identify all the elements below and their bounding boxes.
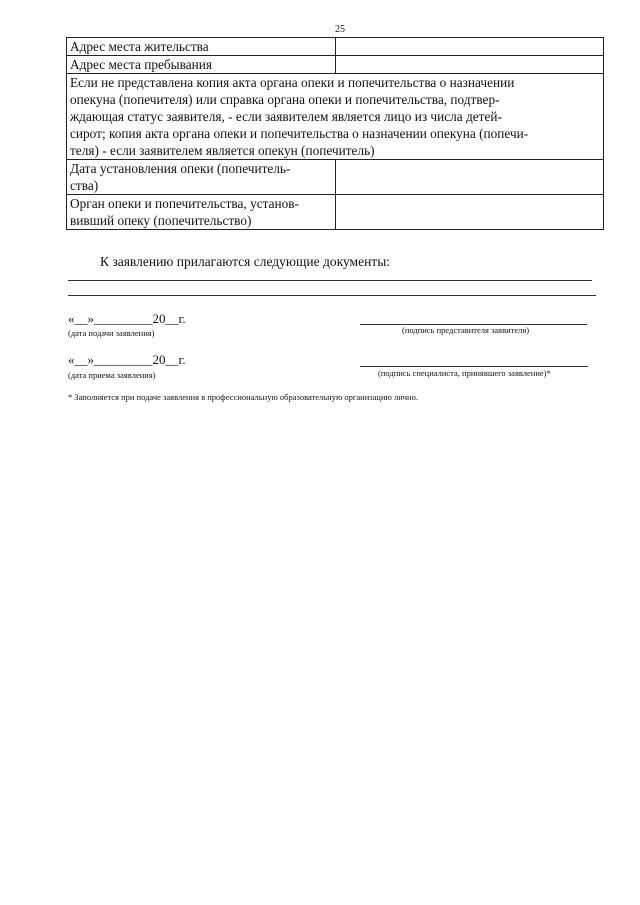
note-line: ждающая статус заявителя, - если заявителем является лицо из числа детей- <box>70 109 502 124</box>
guardianship-body-value[interactable] <box>336 195 604 230</box>
attachments-heading: К заявлению прилагаются следующие документы: <box>100 254 391 269</box>
reception-date-caption: (дата приема заявления) <box>68 370 156 380</box>
submission-date-caption: (дата подачи заявления) <box>68 328 155 338</box>
table-row <box>67 160 604 195</box>
table-row <box>67 74 604 160</box>
note-line: теля) - если заявителем является опекун (попечитель) <box>70 143 375 158</box>
reception-date[interactable]: «__»_________20__г. <box>68 352 186 367</box>
reception-signature-line[interactable] <box>360 366 588 367</box>
attachments-line-1[interactable] <box>68 280 592 281</box>
label-line: ства) <box>70 178 99 193</box>
label-line: Дата установления опеки (попечитель- <box>70 161 291 176</box>
table-row <box>67 56 604 74</box>
stay-address-value[interactable] <box>336 56 604 74</box>
label-line: Орган опеки и попечительства, установ- <box>70 196 299 211</box>
residence-address-value[interactable] <box>336 38 604 56</box>
guardianship-body-label <box>67 195 336 230</box>
note-line: сирот; копия акта органа опеки и попечительства о назначении опекуна (попечи- <box>70 126 529 141</box>
note-line: Если не представлена копия акта органа опеки и попечительства о назначении <box>70 75 515 90</box>
residence-address-label: Адрес места жительства <box>67 38 336 56</box>
table-row <box>67 38 604 56</box>
applicant-info-table <box>66 37 604 230</box>
footnote: * Заполняется при подаче заявления в профессиональную образовательную организацию лично. <box>68 392 418 402</box>
table-row <box>67 195 604 230</box>
reception-signature-caption: (подпись специалиста, принявшего заявление)* <box>378 368 551 378</box>
submission-date[interactable]: «__»_________20__г. <box>68 311 186 326</box>
note-line: опекуна (попечителя) или справка органа опеки и попечительства, подтвер- <box>70 92 500 107</box>
submission-signature-caption: (подпись представителя заявителя) <box>402 325 530 335</box>
guardianship-note <box>67 74 604 160</box>
attachments-line-2[interactable] <box>68 295 596 296</box>
stay-address-label: Адрес места пребывания <box>67 56 336 74</box>
guardianship-date-label <box>67 160 336 195</box>
label-line: вивший опеку (попечительство) <box>70 213 252 228</box>
guardianship-date-value[interactable] <box>336 160 604 195</box>
page-number: 25 <box>335 24 345 35</box>
